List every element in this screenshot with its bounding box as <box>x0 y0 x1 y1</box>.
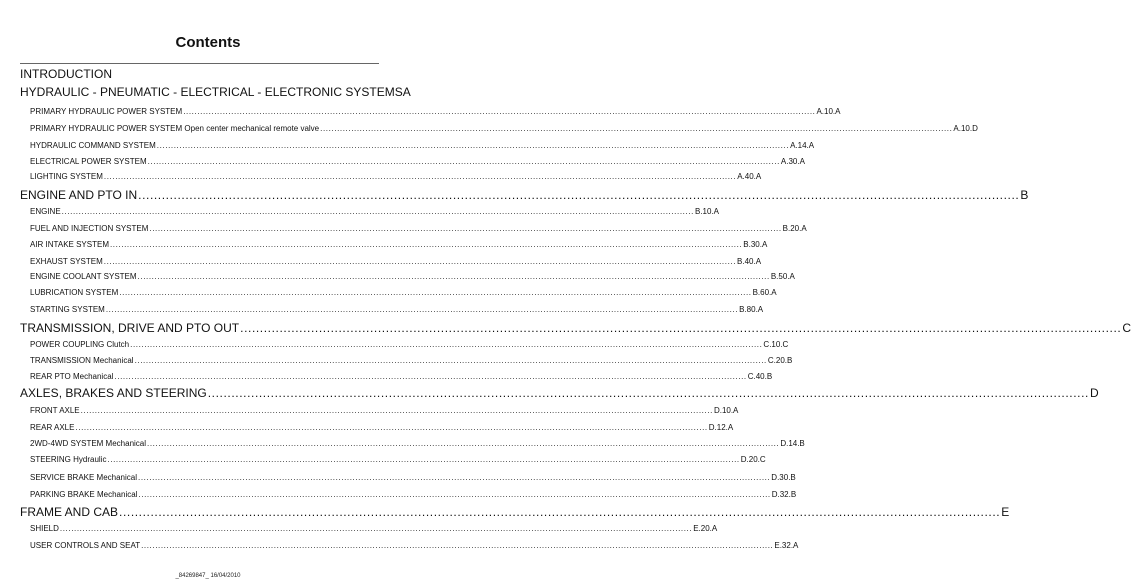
leader-dots <box>320 124 952 134</box>
leader-dots <box>119 288 751 298</box>
entry-code: E.20.A <box>693 524 718 533</box>
entry-code: A.30.A <box>780 157 805 166</box>
section-transmission[interactable] <box>20 321 1131 335</box>
leader-dots <box>157 141 789 151</box>
toc-entry[interactable] <box>20 356 793 366</box>
entry-code: B.20.A <box>782 224 807 233</box>
entry-label: USER CONTROLS AND SEAT <box>30 541 141 550</box>
leader-dots <box>62 207 694 217</box>
toc-entry[interactable] <box>20 224 807 234</box>
entry-label: FRONT AXLE <box>30 406 80 415</box>
leader-dots <box>138 490 770 500</box>
entry-code: A.14.A <box>790 141 815 150</box>
section-frame-cab[interactable] <box>20 505 1010 519</box>
leader-dots <box>149 224 781 234</box>
entry-label: 2WD-4WD SYSTEM Mechanical <box>30 439 147 448</box>
toc-entry[interactable] <box>20 207 719 217</box>
entry-label: HYDRAULIC COMMAND SYSTEM <box>30 141 156 150</box>
entry-code: B.40.A <box>737 257 762 266</box>
toc-entry[interactable] <box>20 473 796 483</box>
toc-entry[interactable] <box>20 272 795 282</box>
section-code: A <box>402 85 411 99</box>
toc-entry[interactable] <box>20 406 739 416</box>
toc-entry[interactable] <box>20 524 718 534</box>
entry-code: B.60.A <box>752 288 777 297</box>
entry-label: POWER COUPLING Clutch <box>30 340 130 349</box>
entry-code: C.20.B <box>767 356 793 365</box>
section-label: ENGINE AND PTO IN <box>20 188 138 202</box>
entry-label: AIR INTAKE SYSTEM <box>30 240 109 249</box>
section-rule <box>20 63 379 64</box>
entry-code: B.80.A <box>739 305 764 314</box>
entry-label: FUEL AND INJECTION SYSTEM <box>30 224 149 233</box>
entry-label: SERVICE BRAKE Mechanical <box>30 473 138 482</box>
leader-dots <box>138 188 1019 202</box>
leader-dots <box>141 541 773 551</box>
entry-label: ELECTRICAL POWER SYSTEM <box>30 157 147 166</box>
entry-label: STEERING Hydraulic <box>30 455 107 464</box>
toc-entry[interactable] <box>20 541 799 551</box>
toc-entry[interactable] <box>20 439 805 449</box>
entry-label: PRIMARY HYDRAULIC POWER SYSTEM Open center mechanical remote valve <box>30 124 320 133</box>
leader-dots <box>104 257 736 267</box>
leader-dots <box>60 524 692 534</box>
entry-label: LUBRICATION SYSTEM <box>30 288 119 297</box>
leader-dots <box>240 321 1121 335</box>
entry-code: D.32.B <box>771 490 797 499</box>
leader-dots <box>135 356 767 366</box>
section-label: INTRODUCTION <box>20 67 112 81</box>
entry-code: B.30.A <box>743 240 768 249</box>
leader-dots <box>107 455 739 465</box>
section-label: HYDRAULIC - PNEUMATIC - ELECTRICAL - ELECTRONIC SYSTEMS <box>20 85 403 99</box>
entry-label: REAR PTO Mechanical <box>30 372 114 381</box>
toc-entry[interactable] <box>20 455 766 465</box>
entry-code: B.10.A <box>694 207 719 216</box>
entry-label: PRIMARY HYDRAULIC POWER SYSTEM <box>30 107 183 116</box>
leader-dots <box>75 423 707 433</box>
entry-label: SHIELD <box>30 524 59 533</box>
leader-dots <box>208 386 1089 400</box>
toc-entry[interactable] <box>20 257 762 267</box>
entry-code: B.50.A <box>770 272 795 281</box>
toc-entry[interactable] <box>20 340 789 350</box>
entry-code: A.10.A <box>816 107 841 116</box>
section-hydraulic-systems[interactable] <box>20 85 411 99</box>
toc-entry[interactable] <box>20 172 762 182</box>
toc-entry[interactable] <box>20 490 797 500</box>
section-code: D <box>1089 386 1099 400</box>
leader-dots <box>106 305 738 315</box>
leader-dots <box>104 172 736 182</box>
entry-label: TRANSMISSION Mechanical <box>30 356 134 365</box>
section-label: AXLES, BRAKES AND STEERING <box>20 386 207 400</box>
page-title: Contents <box>175 34 241 51</box>
toc-entry[interactable] <box>20 305 764 315</box>
entry-label: EXHAUST SYSTEM <box>30 257 103 266</box>
toc-entry[interactable] <box>20 372 773 382</box>
entry-code: D.12.A <box>708 423 734 432</box>
entry-code: D.20.C <box>740 455 766 464</box>
toc-entry[interactable] <box>20 157 805 167</box>
toc-entry[interactable] <box>20 124 978 134</box>
toc-entry[interactable] <box>20 240 768 250</box>
leader-dots <box>147 439 779 449</box>
entry-code: D.14.B <box>780 439 805 448</box>
entry-label: LIGHTING SYSTEM <box>30 172 103 181</box>
toc-entry[interactable] <box>20 423 734 433</box>
toc-entry[interactable] <box>20 141 815 151</box>
leader-dots <box>110 240 742 250</box>
toc-entry[interactable] <box>20 107 841 117</box>
leader-dots <box>138 272 770 282</box>
entry-label: ENGINE COOLANT SYSTEM <box>30 272 137 281</box>
entry-code: E.32.A <box>774 541 799 550</box>
entry-code: A.40.A <box>737 172 762 181</box>
entry-code: D.10.A <box>713 406 739 415</box>
entry-label: PARKING BRAKE Mechanical <box>30 490 138 499</box>
leader-dots <box>81 406 713 416</box>
section-code: E <box>1001 505 1010 519</box>
page-footer: _84269847_ 16/04/2010 <box>175 573 241 579</box>
section-code: B <box>1020 188 1029 202</box>
entry-label: ENGINE <box>30 207 61 216</box>
leader-dots <box>138 473 770 483</box>
leader-dots <box>119 505 1000 519</box>
leader-dots <box>183 107 815 117</box>
entry-label: STARTING SYSTEM <box>30 305 105 314</box>
leader-dots <box>130 340 762 350</box>
leader-dots <box>148 157 780 167</box>
section-label: TRANSMISSION, DRIVE AND PTO OUT <box>20 321 240 335</box>
toc-entry[interactable] <box>20 288 777 298</box>
section-code: C <box>1122 321 1131 335</box>
section-engine-pto-in[interactable] <box>20 188 1029 202</box>
entry-code: D.30.B <box>771 473 796 482</box>
entry-code: A.10.D <box>953 124 978 133</box>
leader-dots <box>114 372 746 382</box>
entry-code: C.40.B <box>747 372 773 381</box>
section-introduction[interactable] <box>20 67 379 81</box>
section-label: FRAME AND CAB <box>20 505 119 519</box>
section-axles-brakes-steering[interactable] <box>20 386 1099 400</box>
entry-code: C.10.C <box>763 340 789 349</box>
entry-label: REAR AXLE <box>30 423 75 432</box>
